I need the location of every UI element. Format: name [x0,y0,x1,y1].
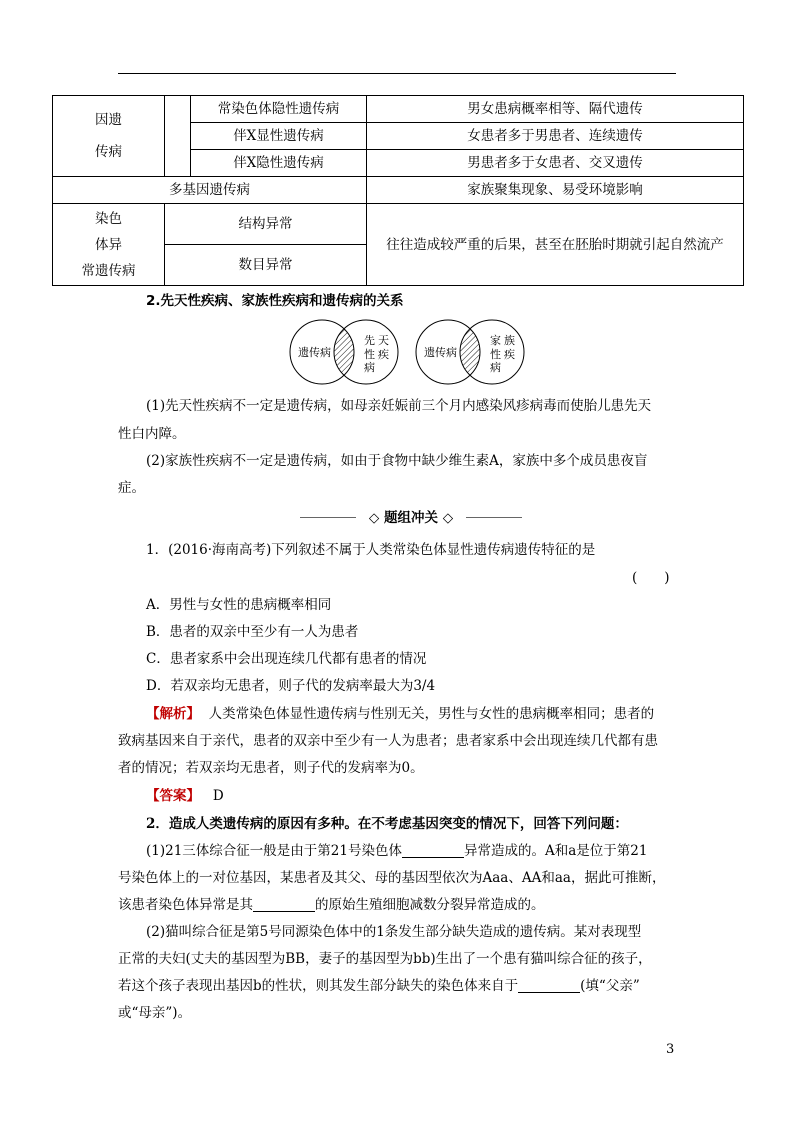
analysis-text: 人类常染色体显性遗传病与性别无关，男性与女性的患病概率相同；患者的 [208,706,655,722]
venn-familial [414,318,526,386]
q2-part2-line4: 或“母亲”)。 [118,1005,192,1021]
para-congenital-1: (1)先天性疾病不一定是遗传病，如母亲妊娠前三个月内感染风疹病毒而使胎儿患先天 [146,398,652,414]
venn-left-label: 遗传病 [298,346,331,359]
venn-right-char: 病 [490,361,501,374]
venn-right-char: 病 [364,361,375,374]
q1-answer [146,786,224,806]
answer-tag: 【答案】 [146,788,200,804]
q1-option-b: B．患者的双亲中至少有一人为患者 [146,624,359,640]
cell-x-recessive-desc: 男患者多于女患者、交叉遗传 [367,150,744,177]
venn-right-char: 天 [378,334,389,347]
cell-chromosomal-desc: 往往造成较严重的后果，甚至在胚胎时期就引起自然流产 [367,204,744,286]
venn-right-char: 性 [364,348,375,361]
para-congenital-2: 性白内障。 [118,426,186,442]
answer-blank[interactable] [518,978,580,993]
divider-rule-left [300,517,356,518]
cell-polygenic-desc: 家族聚集现象、易受环境影响 [367,177,744,204]
section2-heading: 2.先天性疾病、家族性疾病和遗传病的关系 [146,293,404,309]
q2-part1-line2: 号染色体上的一对位基因，某患者及其父、母的基因型依次为Aaa、AA和aa，据此可推断， [118,870,666,886]
venn-right-char: 疾 [378,348,389,361]
q2-part2-line3: 若这个孩子表现出基因b的性状，则其发生部分缺失的染色体来自于 (填“父亲” [118,978,640,994]
analysis-tag: 【解析】 [146,706,200,722]
q1-stem: 1．(2016·海南高考)下列叙述不属于人类常染色体显性遗传病遗传特征的是 [146,542,596,558]
cell-structural: 结构异常 [165,204,367,245]
section-divider [300,508,522,528]
divider-rule-right [466,517,522,518]
venn-right-char: 族 [504,334,515,347]
cell-autosomal-recessive: 常染色体隐性遗传病 [191,96,367,123]
header-rule [118,73,676,74]
para-familial-1: (2)家族性疾病不一定是遗传病，如由于食物中缺少维生素A，家族中多个成员患夜盲 [146,453,648,469]
q1-option-a: A．男性与女性的患病概率相同 [146,597,332,613]
venn-left-label: 遗传病 [424,346,457,359]
venn-right-char: 家 [490,334,501,347]
q1-analysis-line2: 致病基因来自于亲代，患者的双亲中至少有一人为患者；患者家系中会出现连续几代都有患 [118,733,658,749]
q2-stem: 2．造成人类遗传病的原因有多种。在不考虑基因突变的情况下，回答下列问题： [146,816,628,832]
q1-answer-paren: ( ) [632,570,670,586]
q1-analysis-line1 [146,704,654,724]
cell-autosomal-recessive-desc: 男女患病概率相等、隔代遗传 [367,96,744,123]
cell-chromosomal: 染色 体异 常遗传病 [53,204,165,286]
q2-part1-line3: 该患者染色体异常是其 的原始生殖细胞减数分裂异常造成的。 [118,897,545,913]
cell-spacer [165,96,191,177]
genetic-disease-table [52,95,744,286]
venn-right-char: 性 [490,348,501,361]
q1-analysis-line3: 者的情况；若双亲均无患者，则子代的发病率为0。 [118,760,424,776]
cell-x-recessive: 伴X隐性遗传病 [191,150,367,177]
answer-blank[interactable] [402,843,464,858]
venn-right-char: 疾 [504,348,515,361]
cell-single-gene: 因遗 传病 [53,96,165,177]
answer-value: D [212,788,224,804]
q2-part1-line1: (1)21三体综合征一般是由于第21号染色体 异常造成的。A和a是位于第21 [146,843,648,859]
page-number: 3 [666,1042,675,1057]
q2-part2-line2: 正常的夫妇(丈夫的基因型为BB，妻子的基因型为bb)生出了一个患有猫叫综合征的孩子， [118,951,652,967]
venn-right-char: 先 [364,334,375,347]
cell-x-dominant: 伴X显性遗传病 [191,123,367,150]
q1-option-d: D．若双亲均无患者，则子代的发病率最大为3/4 [146,678,436,694]
answer-blank[interactable] [253,897,315,912]
cell-polygenic: 多基因遗传病 [53,177,367,204]
cell-numerical: 数目异常 [165,245,367,286]
para-familial-2: 症。 [118,480,145,496]
divider-title: ◇ 题组冲关 ◇ [368,510,454,526]
q2-part2-line1: (2)猫叫综合征是第5号同源染色体中的1条发生部分缺失造成的遗传病。某对表现型 [146,924,642,940]
q1-option-c: C．患者家系中会出现连续几代都有患者的情况 [146,651,427,667]
cell-x-dominant-desc: 女患者多于男患者、连续遗传 [367,123,744,150]
venn-congenital [288,318,400,386]
